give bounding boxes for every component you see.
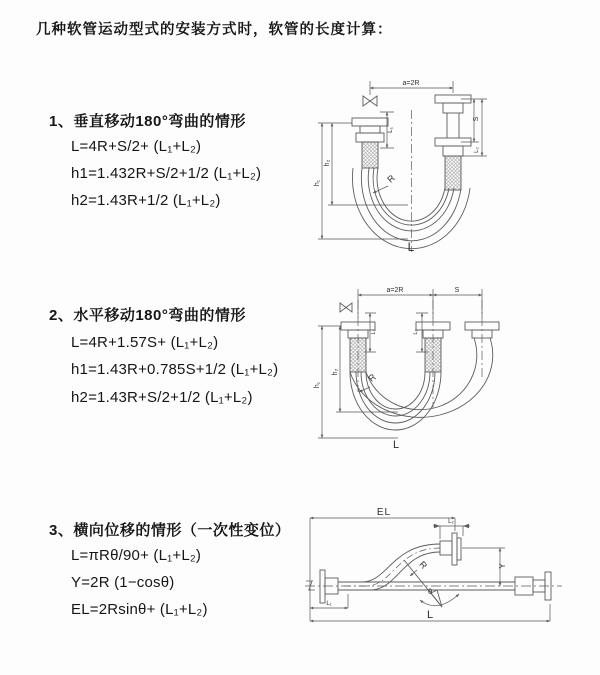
formula-line: EL=2Rsinθ+ (L₁+L₂): [71, 601, 208, 618]
formula-line: h1=1.43R+0.785S+1/2 (L₁+L₂): [71, 361, 279, 378]
length-label: L: [407, 240, 415, 254]
valve-icon: [340, 303, 352, 312]
dim-label-l1: L₁: [387, 127, 394, 133]
dim-label-h1: h₁: [314, 179, 321, 187]
dim-label-h2: h₂: [332, 368, 339, 376]
hose-assembly: [352, 95, 471, 252]
diagram-horizontal-180-bend: [310, 280, 550, 465]
angle-wedge: [431, 590, 442, 607]
dim-label-l2: L₂: [448, 519, 454, 525]
valve-icon: [363, 96, 377, 106]
dim-label-h1: h₁: [314, 381, 321, 389]
diagram-lateral-displacement: [300, 503, 570, 633]
dim-label-span: a=2R: [386, 287, 404, 294]
page-title: 几种软管运动型式的安装方式时，软管的长度计算：: [36, 22, 393, 38]
formula-line: h2=1.43R+1/2 (L₁+L₂): [71, 192, 221, 209]
formula-line: L=4R+1.57S+ (L₁+L₂): [71, 334, 219, 351]
section-2-heading: 2、水平移动180°弯曲的情形: [49, 307, 246, 324]
section-1-heading: 1、垂直移动180°弯曲的情形: [49, 113, 246, 130]
dim-label-l2: L₂: [474, 147, 480, 153]
radius-label: R: [417, 559, 430, 571]
dimension-lines: [310, 518, 550, 621]
hose-assembly: [340, 300, 499, 430]
radius-label: R: [366, 371, 378, 384]
dim-label-el: EL: [376, 507, 392, 518]
centerline-break-mark: [306, 581, 315, 590]
radius-label: R: [385, 172, 397, 185]
dim-label-h2: h₂: [324, 159, 331, 167]
diagram-labels: [326, 507, 507, 621]
hose-assembly: [305, 533, 562, 607]
dim-label-s: S: [473, 116, 480, 122]
diagram-vertical-180-bend: [308, 70, 548, 262]
dim-label-l2: L₂: [413, 329, 419, 335]
dim-label-l1: L₁: [326, 601, 332, 607]
formula-line: h1=1.432R+S/2+1/2 (L₁+L₂): [71, 165, 262, 182]
formula-line: Y=2R (1−cosθ): [71, 574, 175, 591]
dim-label-y: Y: [498, 563, 507, 569]
theta-label: θ: [428, 587, 433, 596]
formula-line: h2=1.43R+S/2+1/2 (L₁+L₂): [71, 389, 253, 406]
formula-line: L=πRθ/90+ (L₁+L₂): [71, 547, 202, 564]
radius-leader: [373, 186, 388, 193]
dim-label-l1: L₁: [371, 329, 377, 335]
length-label: L: [426, 609, 434, 621]
braided-hose-section: [362, 142, 378, 168]
section-3-heading: 3、横向位移的情形（一次性变位）: [49, 522, 291, 539]
braided-hose-section: [445, 156, 461, 190]
dim-label-span: a=2R: [402, 80, 420, 87]
formula-line: L=4R+S/2+ (L₁+L₂): [71, 138, 202, 155]
dim-label-s: S: [454, 287, 460, 294]
length-label: L: [392, 439, 400, 451]
